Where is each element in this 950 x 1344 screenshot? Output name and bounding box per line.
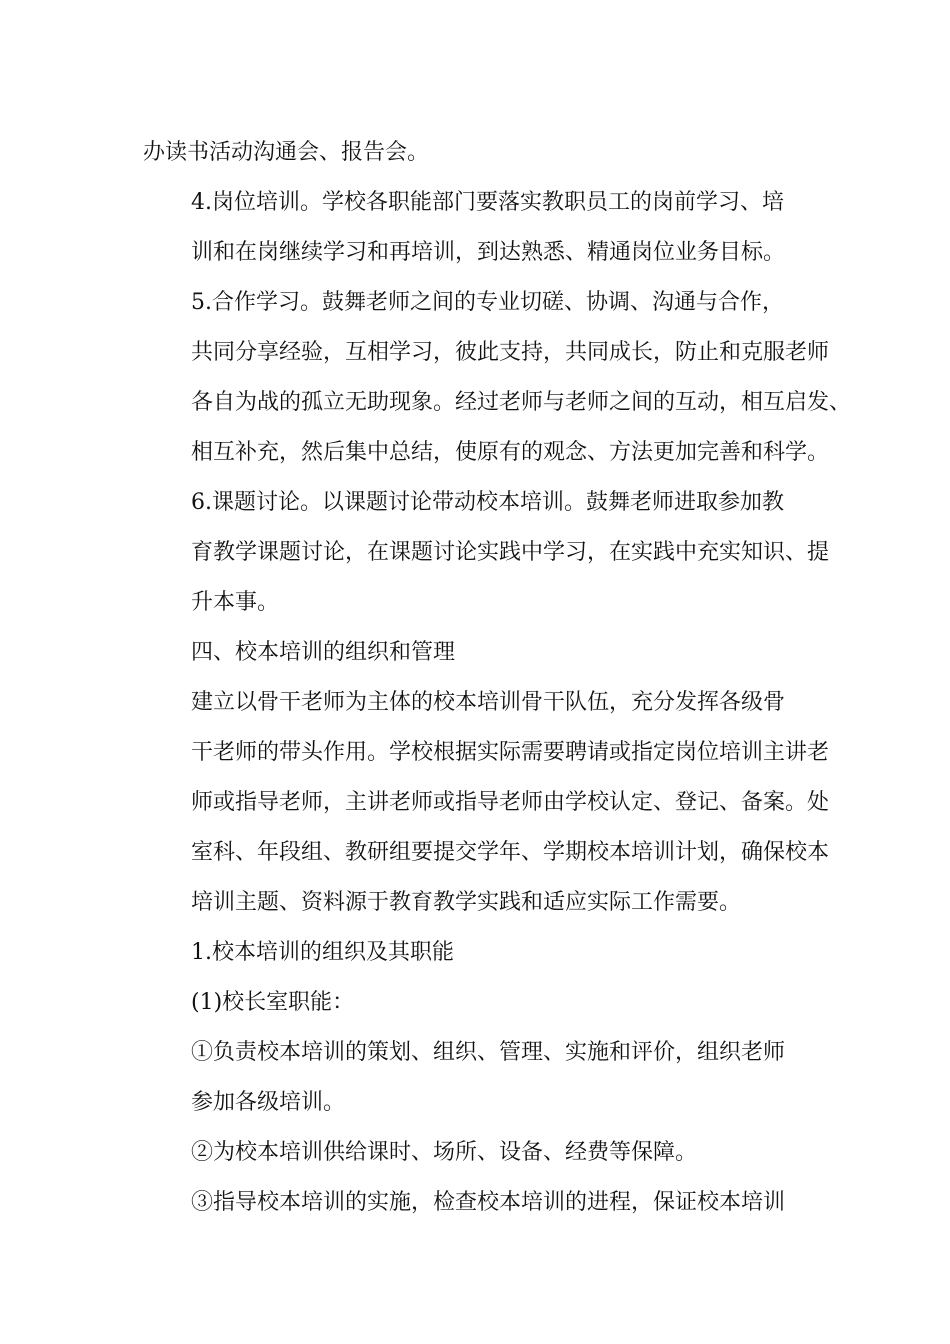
paragraph: [143, 278, 852, 478]
text-line: 办读书活动沟通会、报告会。: [143, 140, 430, 165]
text-line: ②为校本培训供给课时、场所、设备、经费等保障。: [191, 1140, 698, 1165]
paragraph: [143, 128, 808, 178]
text-line: 育教学课题讨论，在课题讨论实践中学习，在实践中充实知识、提: [191, 540, 830, 565]
text-line: 建立以骨干老师为主体的校本培训骨干队伍，充分发挥各级骨: [191, 690, 786, 715]
text-line: 升本事。: [191, 590, 280, 615]
text-line: 4.岗位培训。学校各职能部门要落实教职员工的岗前学习、培: [191, 190, 784, 215]
text-line: 5.合作学习。鼓舞老师之间的专业切磋、协调、沟通与合作，: [191, 290, 784, 315]
paragraph: [143, 678, 830, 928]
text-line: 培训主题、资料源于教育教学实践和适应实际工作需要。: [191, 890, 742, 915]
text-line: 参加各级培训。: [191, 1090, 346, 1115]
paragraph: [143, 1128, 808, 1178]
paragraph: [143, 628, 808, 678]
text-line: 干老师的带头作用。学校根据实际需要聘请或指定岗位培训主讲老: [191, 740, 830, 765]
paragraph: [143, 928, 808, 978]
text-line: 室科、年段组、教研组要提交学年、学期校本培训计划，确保校本: [191, 840, 830, 865]
text-line: 1.校本培训的组织及其职能: [191, 940, 454, 965]
text-line: 共同分享经验，互相学习，彼此支持，共同成长，防止和克服老师: [191, 340, 830, 365]
paragraph: [143, 178, 808, 278]
text-line: (1)校长室职能：: [191, 990, 355, 1015]
text-line: 6.课题讨论。以课题讨论带动校本培训。鼓舞老师进取参加教: [191, 490, 784, 515]
text-line: 训和在岗继续学习和再培训，到达熟悉、精通岗位业务目标。: [191, 240, 786, 265]
text-line: ①负责校本培训的策划、组织、管理、实施和评价，组织老师: [191, 1040, 786, 1065]
text-line: 师或指导老师，主讲老师或指导老师由学校认定、登记、备案。处: [191, 790, 830, 815]
paragraph: [143, 1178, 808, 1228]
text-line: 四、校本培训的组织和管理: [191, 640, 456, 665]
paragraph: [143, 1028, 808, 1128]
paragraph: [143, 478, 830, 628]
text-line: 各自为战的孤立无助现象。经过老师与老师之间的互动，相互启发、: [191, 390, 852, 415]
text-line: 相互补充，然后集中总结，使原有的观念、方法更加完善和科学。: [191, 440, 830, 465]
paragraph: [143, 978, 808, 1028]
document-body: [143, 128, 852, 1228]
text-line: ③指导校本培训的实施，检查校本培训的进程，保证校本培训: [191, 1190, 786, 1215]
